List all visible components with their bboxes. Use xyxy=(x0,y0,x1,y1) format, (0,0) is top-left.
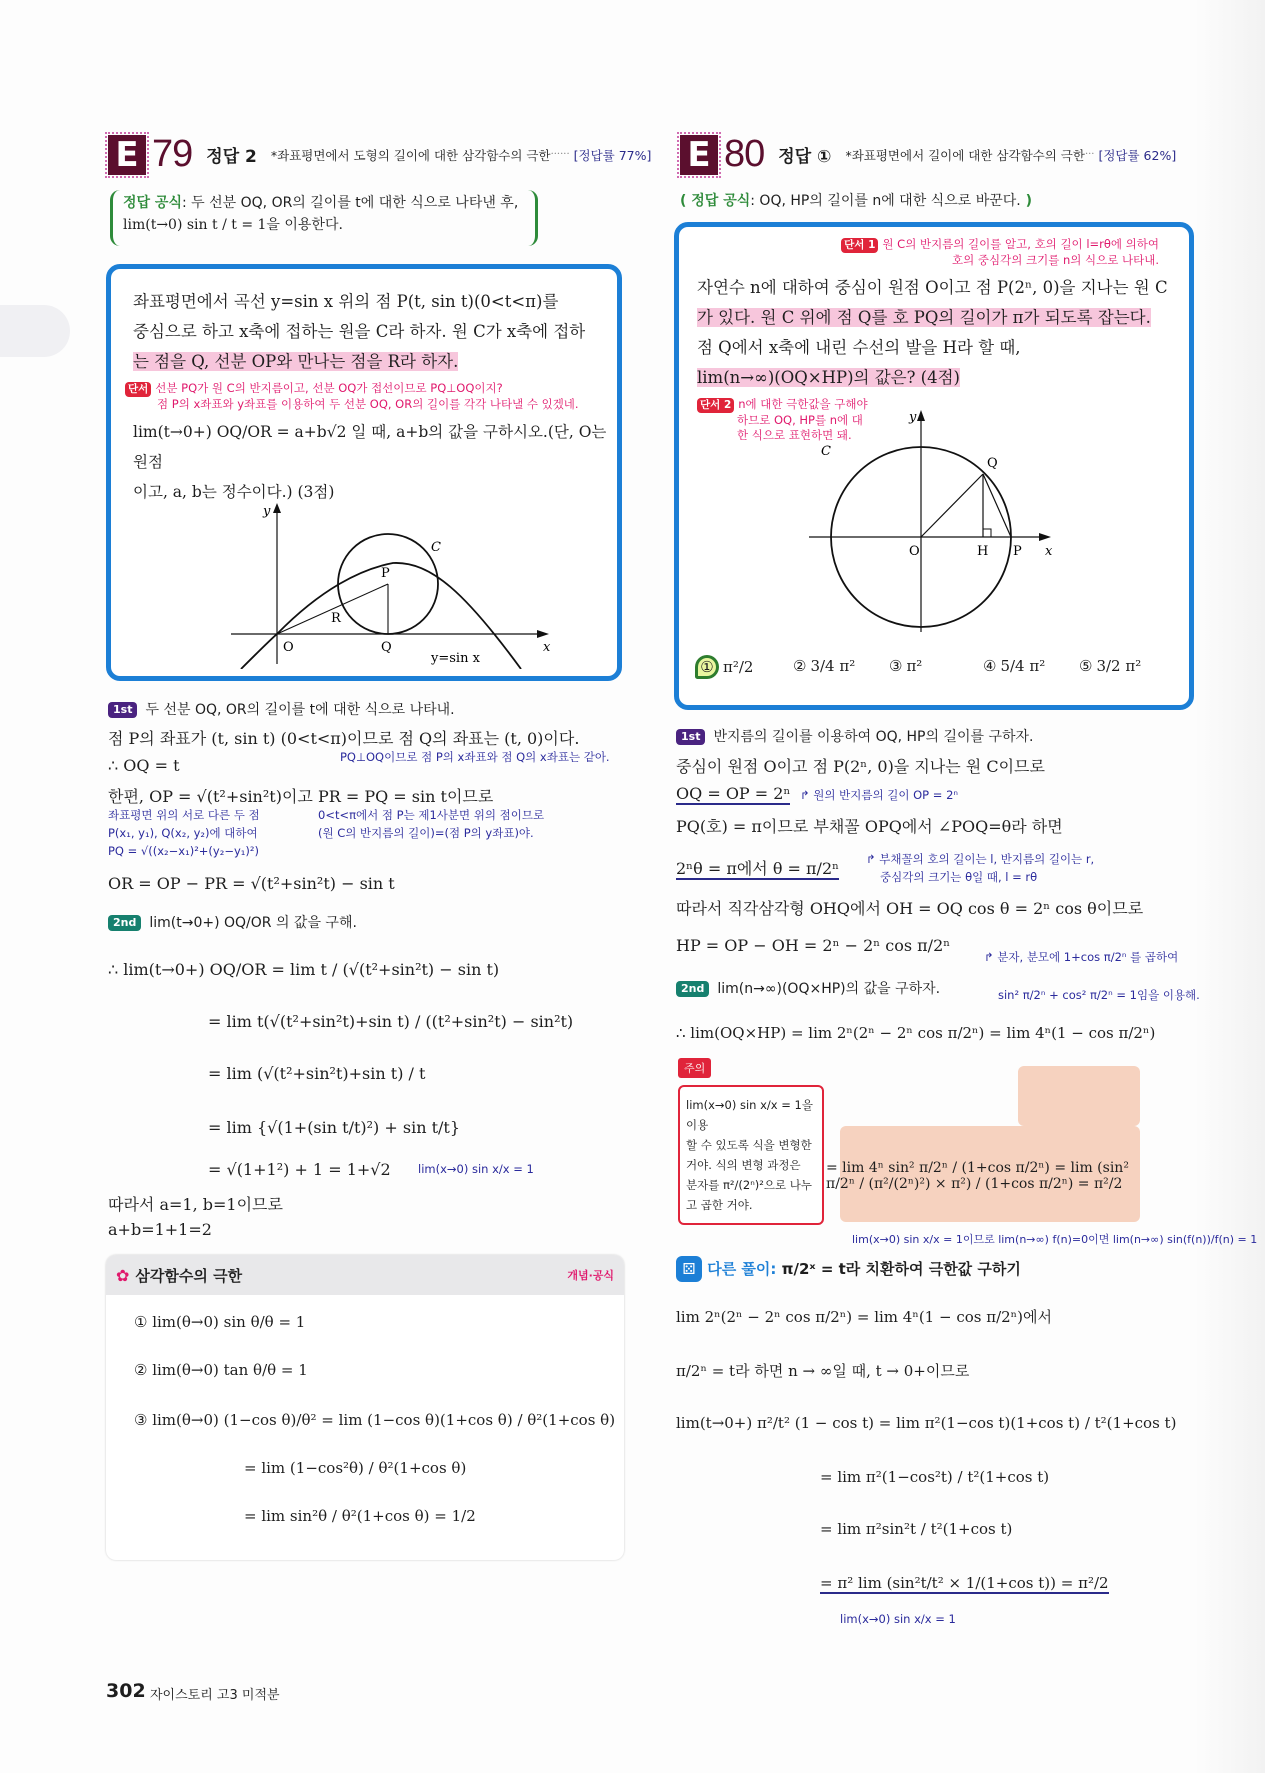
note: (원 C의 반지름의 길이)=(점 P의 y좌표)야. xyxy=(318,826,534,840)
dice-icon: ⚄ xyxy=(676,1256,702,1282)
concept-item: ② lim(θ→0) tan θ/θ = 1 xyxy=(134,1361,308,1379)
statement-line: 중심으로 하고 x축에 접하는 원을 C라 하자. 원 C가 x축에 접하 xyxy=(133,322,586,341)
note: PQ⊥OQ이므로 점 P의 x좌표와 점 Q의 x좌표는 같아. xyxy=(340,750,610,764)
step-tag: 1st xyxy=(108,702,137,718)
choice-3[interactable]: ③ π² xyxy=(889,657,923,675)
svg-text:P: P xyxy=(381,566,390,581)
svg-text:C: C xyxy=(821,444,831,459)
answer-label: 정답 ① xyxy=(778,147,832,167)
svg-text:y: y xyxy=(263,504,271,519)
svg-text:Q: Q xyxy=(987,456,998,471)
choice-2[interactable]: ② 3/4 π² xyxy=(793,657,856,675)
alt-line: = lim π²(1−cos²t) / t²(1+cos t) xyxy=(820,1468,1050,1486)
svg-text:x: x xyxy=(1045,544,1053,559)
svg-text:C: C xyxy=(431,540,441,555)
problem-80-header xyxy=(680,133,1176,176)
alt-line: = lim π²sin²t / t²(1+cos t) xyxy=(820,1520,1013,1538)
statement-line: 점 Q에서 x축에 내린 수선의 발을 H라 할 때, xyxy=(697,338,1021,357)
formula-text-2: lim(t→0) sin t / t = 1을 이용한다. xyxy=(123,217,343,233)
concept-item: = lim sin²θ / θ²(1+cos θ) = 1/2 xyxy=(244,1507,476,1525)
svg-text:y=sin x: y=sin x xyxy=(431,651,480,666)
solution-line: ∴ lim(OQ×HP) = lim 2ⁿ(2ⁿ − 2ⁿ cos π/2ⁿ) = lim 4ⁿ(1 − cos π/2ⁿ) xyxy=(676,1024,1156,1042)
alt-line: = π² lim (sin²t/t² × 1/(1+cos t)) = π²/2 xyxy=(820,1574,1109,1592)
note: lim(x→0) sin x/x = 1 xyxy=(418,1162,534,1176)
circle-graph xyxy=(809,407,1069,632)
statement-line: 좌표평면에서 곡선 y=sin x 위의 점 P(t, sin t)(0<t<π)를 xyxy=(133,292,559,311)
page-edge-shadow xyxy=(1195,0,1265,1773)
sine-circle-graph xyxy=(231,499,611,669)
alt-line: lim 2ⁿ(2ⁿ − 2ⁿ cos π/2ⁿ) = lim 4ⁿ(1 − cos π/2ⁿ)에서 xyxy=(676,1308,1053,1326)
page-number: 302 xyxy=(106,1680,146,1702)
solution-line: 2ⁿθ = π에서 θ = π/2ⁿ xyxy=(676,859,840,878)
section-badge: E xyxy=(680,135,718,175)
section-badge: E xyxy=(108,135,146,175)
step2-heading: 2nd lim(t→0+) OQ/OR 의 값을 구해. xyxy=(108,912,357,932)
hint-tag: 단서 xyxy=(125,382,151,397)
chapter-edge-tab xyxy=(0,305,70,357)
svg-text:x: x xyxy=(543,640,551,655)
concept-tag: 개념·공식 xyxy=(567,1269,614,1282)
solution-line: HP = OP − OH = 2ⁿ − 2ⁿ cos π/2ⁿ xyxy=(676,936,951,955)
concept-item: = lim (1−cos²θ) / θ²(1+cos θ) xyxy=(244,1459,467,1477)
svg-text:Q: Q xyxy=(381,640,392,655)
concept-item: ③ lim(θ→0) (1−cos θ)/θ² = lim (1−cos θ)(1+cos θ) / θ²(1+cos θ) xyxy=(134,1411,616,1429)
hint-block: 단서 선분 PQ가 원 C의 반지름이고, 선분 OQ가 접선이므로 PQ⊥OQ이지? 점 P의 x좌표와 y좌표를 이용하여 두 선분 OQ, OR의 길이를 각각 나타낼 수 있겠네. xyxy=(125,381,620,412)
solution-line: 한편, OP = √(t²+sin²t)이고 PR = PQ = sin t이므로 xyxy=(108,787,494,806)
note: 좌표평면 위의 서로 다른 두 점 xyxy=(108,808,260,822)
conclusion-line: 따라서 a=1, b=1이므로 xyxy=(108,1195,283,1214)
statement-line: 는 점을 Q, 선분 OP와 만나는 점을 R라 하자. xyxy=(133,352,459,371)
note: sin² π/2ⁿ + cos² π/2ⁿ = 1임을 이용해. xyxy=(998,988,1200,1002)
step1-heading: 1st 반지름의 길이를 이용하여 OQ, HP의 길이를 구하자. xyxy=(676,726,1034,746)
problem-number: 80 xyxy=(724,133,765,175)
note: P(x₁, y₁), Q(x₂, y₂)에 대하여 xyxy=(108,826,258,840)
solution-line: OR = OP − PR = √(t²+sin²t) − sin t xyxy=(108,874,395,893)
choice-4[interactable]: ④ 5/4 π² xyxy=(983,657,1046,675)
formula-text: : 두 선분 OQ, OR의 길이를 t에 대한 식으로 나타낸 후, xyxy=(181,195,519,211)
svg-text:R: R xyxy=(331,611,341,626)
solution-line: = lim (√(t²+sin²t)+sin t) / t xyxy=(208,1064,426,1083)
solution-line: 따라서 직각삼각형 OHQ에서 OH = OQ cos θ = 2ⁿ cos θ이므로 xyxy=(676,899,1144,918)
formula-key: 정답 공식 xyxy=(123,195,182,211)
note: ↱ 부채꼴의 호의 길이는 l, 반지름의 길이는 r, xyxy=(866,852,1095,866)
step1-heading: 1st 두 선분 OQ, OR의 길이를 t에 대한 식으로 나타내. xyxy=(108,699,455,719)
step2-heading: 2nd lim(n→∞)(OQ×HP)의 값을 구하자. xyxy=(676,978,940,998)
problem-79-box xyxy=(106,264,622,681)
formula-hint: ( 정답 공식: OQ, HP의 길이를 n에 대한 식으로 바꾼다. ) xyxy=(680,193,1033,209)
caution-box: lim(x→0) sin x/x = 1을 이용 할 수 있도록 식을 변형한 거야. 식의 변형 과정은 분자를 π²/(2ⁿ)²으로 나누 고 곱한 거야. xyxy=(678,1085,824,1225)
hint-tag: 단서 1 xyxy=(841,238,878,253)
svg-text:O: O xyxy=(909,544,920,559)
question-text: lim(t→0+) OQ/OR = a+b√2 일 때, a+b의 값을 구하시오.(단, O는 원점 이고, a, b는 정수이다.) (3점) xyxy=(133,423,607,501)
highlight-region xyxy=(1018,1066,1140,1126)
accuracy-rate: [정답률 77%] xyxy=(573,147,652,163)
solution-line: ∴ OQ = t xyxy=(108,756,180,775)
accuracy-rate: [정답률 62%] xyxy=(1098,147,1177,163)
note: ↱ 분자, 분모에 1+cos π/2ⁿ 를 곱하여 xyxy=(984,950,1179,964)
solution-line: PQ(호) = π이므로 부채꼴 OPQ에서 ∠POQ=θ라 하면 xyxy=(676,817,1063,836)
alt-line: lim(t→0+) π²/t² (1 − cos t) = lim π²(1−cos t)(1+cos t) / t²(1+cos t) xyxy=(676,1414,1177,1432)
choice-5[interactable]: ⑤ 3/2 π² xyxy=(1079,657,1142,675)
caution-tag: 주의 xyxy=(678,1058,711,1078)
alt-line: π/2ⁿ = t라 하면 n → ∞일 때, t → 0+이므로 xyxy=(676,1362,970,1380)
concept-item: ① lim(θ→0) sin θ/θ = 1 xyxy=(134,1313,306,1331)
concept-title: 삼각함수의 극한 xyxy=(135,1266,243,1285)
leader-dots: ······ xyxy=(550,149,570,160)
hint-1-block: 단서 1 원 C의 반지름의 길이를 알고, 호의 길이 l=rθ에 의하여 호의 중심각의 크기를 n의 식으로 나타내. xyxy=(841,237,1159,268)
svg-text:y: y xyxy=(909,410,917,425)
step-tag: 2nd xyxy=(108,915,141,931)
choice-1[interactable]: ① π²/2 xyxy=(695,655,753,679)
problem-79-header xyxy=(108,133,651,176)
problem-80-box xyxy=(674,222,1194,710)
topic-label: *좌표평면에서 길이에 대한 삼각함수의 극한 xyxy=(845,147,1085,163)
solution-line: = lim t(√(t²+sin²t)+sin t) / ((t²+sin²t) − sin²t) xyxy=(208,1012,574,1031)
leader-dots: ··· xyxy=(1084,149,1095,160)
conclusion-line: a+b=1+1=2 xyxy=(108,1220,212,1239)
book-title: 자이스토리 고3 미적분 xyxy=(150,1688,280,1703)
note: lim(x→0) sin x/x = 1 xyxy=(840,1612,956,1626)
step-tag: 2nd xyxy=(676,981,709,997)
note: PQ = √((x₂−x₁)²+(y₂−y₁)²) xyxy=(108,844,259,858)
statement-line: 자연수 n에 대하여 중심이 원점 O이고 점 P(2ⁿ, 0)을 지나는 원 C xyxy=(697,278,1168,297)
solution-result: = lim 4ⁿ sin² π/2ⁿ / (1+cos π/2ⁿ) = lim (sin² π/2ⁿ / (π²/(2ⁿ)²) × π²) / (1+cos π/2ⁿ) = π²/2 xyxy=(826,1160,1129,1192)
note: 0<t<π에서 점 P는 제1사분면 위의 점이므로 xyxy=(318,808,545,822)
svg-text:O: O xyxy=(283,640,294,655)
flower-icon: ✿ xyxy=(116,1265,130,1285)
svg-text:H: H xyxy=(977,544,989,559)
note: ↱ 원의 반지름의 길이 OP = 2ⁿ xyxy=(800,788,958,802)
svg-text:P: P xyxy=(1013,544,1022,559)
solution-line: 중심이 원점 O이고 점 P(2ⁿ, 0)을 지나는 원 C이므로 xyxy=(676,757,1045,776)
note: 중심각의 크기는 θ일 때, l = rθ xyxy=(880,870,1038,884)
concept-box xyxy=(106,1255,624,1560)
solution-line: = √(1+1²) + 1 = 1+√2 xyxy=(208,1160,391,1179)
solution-line: ∴ lim(t→0+) OQ/OR = lim t / (√(t²+sin²t) − sin t) xyxy=(108,960,500,979)
hint-2-block: 단서 2 n에 대한 극한값을 구해야 하므로 OQ, HP를 n에 대 한 식으로 표현하면 돼. xyxy=(697,397,868,443)
solution-line: 점 P의 좌표가 (t, sin t) (0<t<π)이므로 점 Q의 좌표는 (t, 0)이다. xyxy=(108,729,580,748)
statement-line: 가 있다. 원 C 위에 점 Q를 호 PQ의 길이가 π가 되도록 잡는다. xyxy=(697,308,1151,327)
formula-hint xyxy=(110,190,538,246)
note: lim(x→0) sin x/x = 1이므로 lim(n→∞) f(n)=0이면 lim(n→∞) sin(f(n))/f(n) = 1 xyxy=(852,1233,1258,1246)
correct-answer-mark: ① xyxy=(695,655,719,679)
statement-line: lim(n→∞)(OQ×HP)의 값은? (4점) xyxy=(697,368,960,387)
alt-solution-heading: ⚄ 다른 풀이: π/2ˣ = t라 치환하여 극한값 구하기 xyxy=(676,1256,1021,1282)
answer-label: 정답 2 xyxy=(206,147,257,167)
topic-label: *좌표평면에서 도형의 길이에 대한 삼각함수의 극한 xyxy=(270,147,551,163)
problem-number: 79 xyxy=(152,133,193,175)
hint-tag: 단서 2 xyxy=(697,398,734,413)
solution-line: = lim {√(1+(sin t/t)²) + sin t/t} xyxy=(208,1118,461,1137)
concept-header xyxy=(106,1255,624,1295)
solution-line: OQ = OP = 2ⁿ xyxy=(676,784,791,803)
step-tag: 1st xyxy=(676,729,705,745)
